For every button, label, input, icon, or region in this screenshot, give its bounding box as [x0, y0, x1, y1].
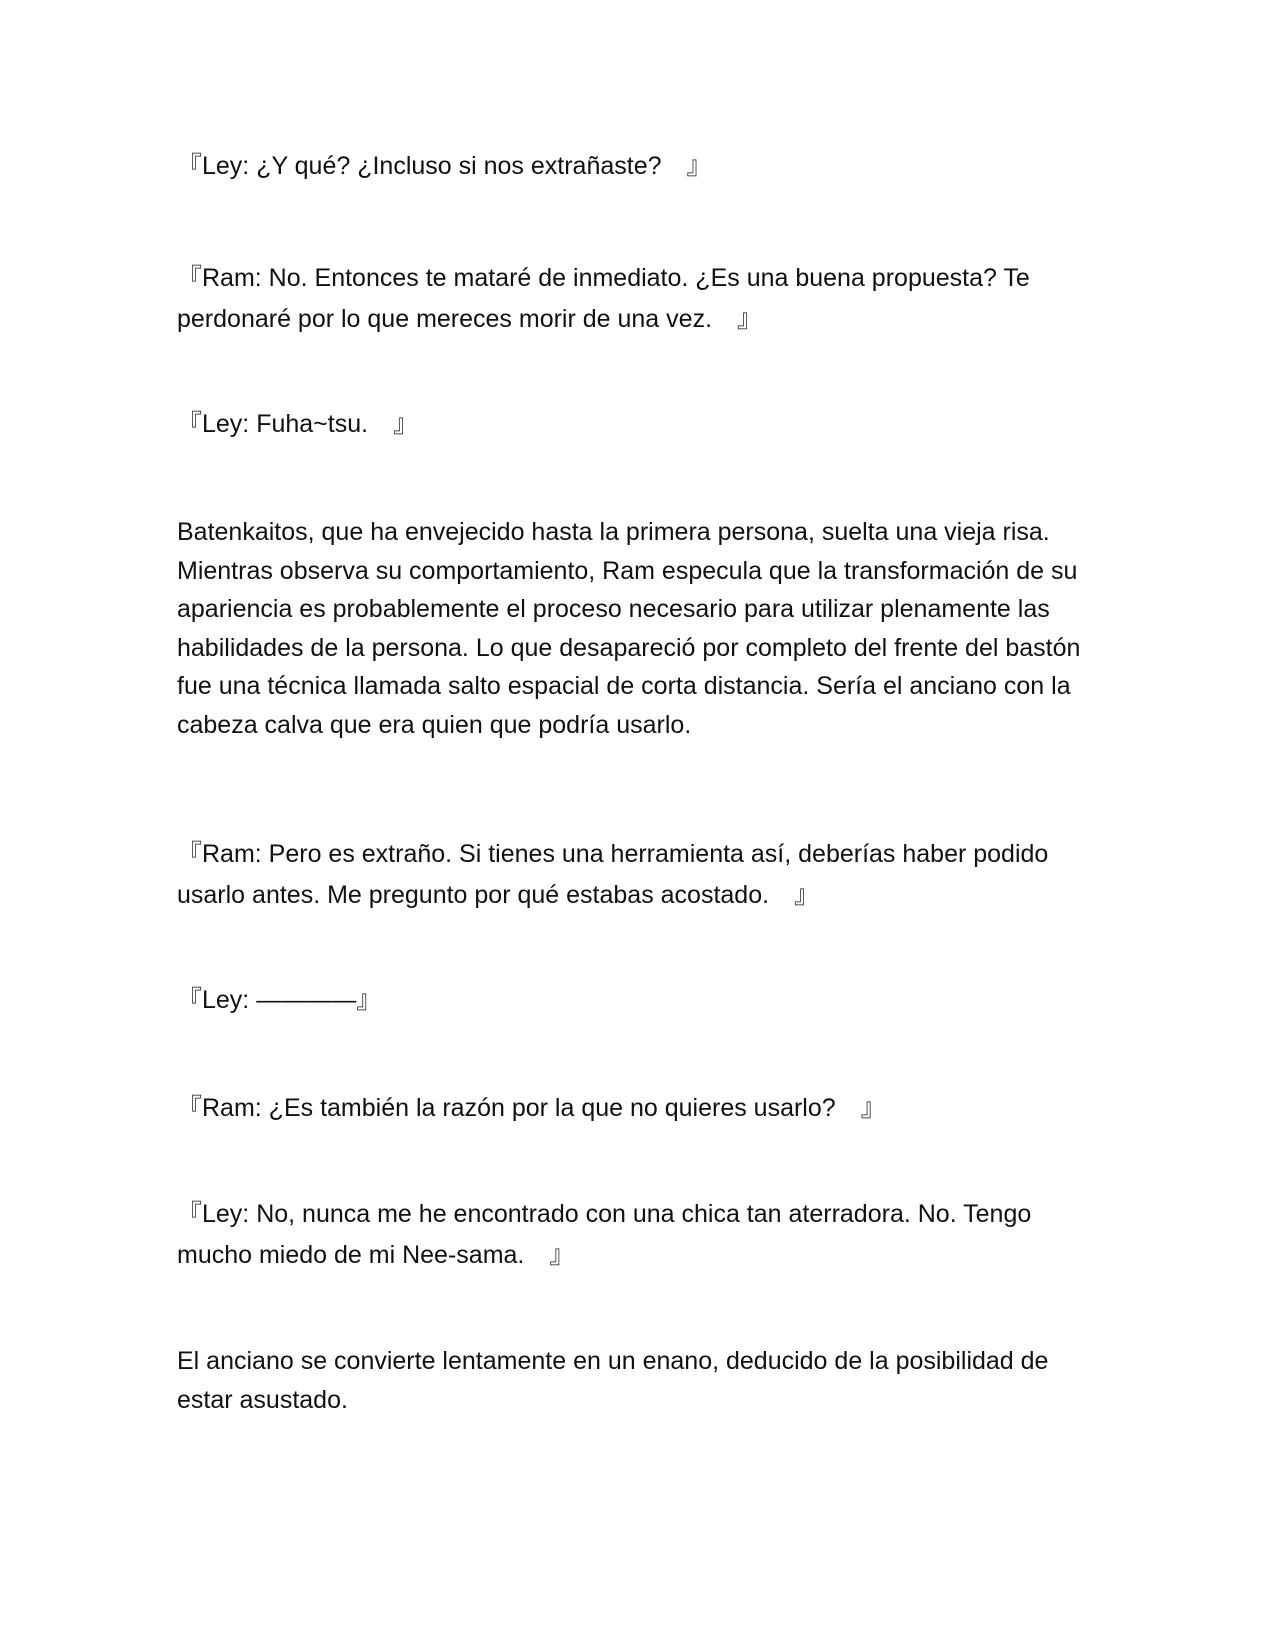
- dialog-paragraph-ley: 『Ley: No, nunca me he encontrado con una chica tan aterradora. No. Tengo mucho miedo de mi Nee-sama. 』: [177, 1200, 1032, 1269]
- dialog-paragraph-ley: 『Ley: ————』: [177, 986, 382, 1014]
- dialog-paragraph-ley: 『Ley: Fuha~tsu. 』: [177, 410, 419, 438]
- narrative-paragraph: El anciano se convierte lentamente en un enano, deducido de la posibilidad de estar asustado.: [177, 1347, 1049, 1414]
- narrative-paragraph: Batenkaitos, que ha envejecido hasta la primera persona, suelta una vieja risa. Mientras observa su comportamiento, Ram especula que la transformación de su apariencia es probablemente el proceso necesario para utilizar plenamente las habilidades de la persona. Lo que desapareció por completo del frente del bastón fue una técnica llamada salto espacial de corta distancia. Sería el anciano con la cabeza calva que era quien que podría usarlo.: [177, 518, 1081, 739]
- dialog-paragraph-ram: 『Ram: No. Entonces te mataré de inmediato. ¿Es una buena propuesta? Te perdonaré por lo que mereces morir de una vez. 』: [177, 264, 1030, 333]
- dialog-paragraph-ley: 『Ley: ¿Y qué? ¿Incluso si nos extrañaste? 』: [177, 152, 712, 180]
- dialog-paragraph-ram: 『Ram: Pero es extraño. Si tienes una herramienta así, deberías haber podido usarlo antes. Me pregunto por qué estabas acostado. 』: [177, 840, 1049, 909]
- dialog-paragraph-ram: 『Ram: ¿Es también la razón por la que no quieres usarlo? 』: [177, 1094, 886, 1122]
